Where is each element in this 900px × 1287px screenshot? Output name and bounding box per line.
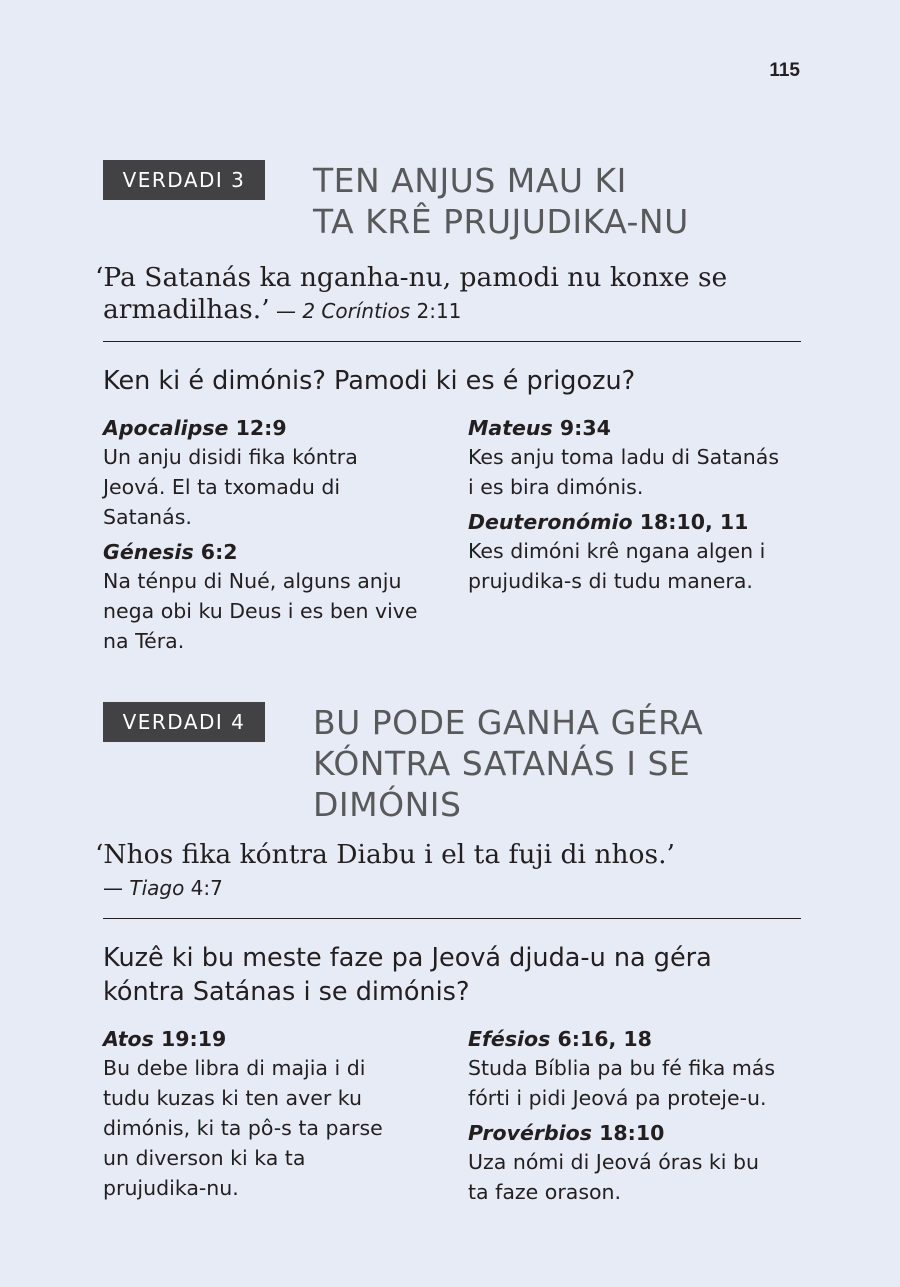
verse-entry — [103, 414, 468, 532]
verse-summary: Na ténpu di Nué, alguns anju nega obi ku Deus i es ben vive na Téra. — [103, 569, 418, 653]
quote-chapter-verse: 4:7 — [184, 876, 223, 900]
verse-entry — [468, 1119, 801, 1207]
verse-summary: Un anju disidi fika kóntra Jeová. El ta txomadu di Satanás. — [103, 445, 358, 529]
verse-reference: Mateus 9:34 — [468, 416, 611, 440]
truth-badge: VERDADI 4 — [103, 702, 265, 742]
quote-book: 2 Coríntios — [302, 299, 411, 323]
truth-section-3 — [95, 160, 801, 662]
key-scripture-quote — [95, 839, 801, 904]
divider-rule — [103, 918, 801, 919]
quote-text-line2: armadilhas.’ — [103, 294, 270, 325]
verse-column-right — [468, 1025, 801, 1213]
truth-badge: VERDADI 3 — [103, 160, 265, 200]
verse-entry — [468, 1025, 801, 1113]
quote-book: Tiago — [129, 876, 185, 900]
verse-columns — [103, 414, 801, 662]
verse-reference: Deuteronómio 18:10, 11 — [468, 510, 749, 534]
section-title: BU PODE GANHA GÉRA KÓNTRA SATANÁS I SE DIMÓNIS — [313, 703, 704, 824]
verse-entry — [468, 508, 801, 596]
verse-column-left — [103, 1025, 468, 1213]
section-header — [103, 160, 801, 242]
verse-reference: Apocalipse 12:9 — [103, 416, 287, 440]
quote-reference: — Tiago 4:7 — [103, 876, 223, 900]
verse-reference: Atos 19:19 — [103, 1027, 227, 1051]
verse-reference: Génesis 6:2 — [103, 540, 238, 564]
verse-entry — [468, 414, 801, 502]
study-question: Kuzê ki bu meste faze pa Jeová djuda-u na géra kóntra Satánas i se dimónis? — [103, 943, 712, 1007]
quote-chapter-verse: 2:11 — [410, 299, 462, 323]
verse-summary: Studa Bíblia pa bu fé fika más fórti i pidi Jeová pa proteje-u. — [468, 1056, 776, 1110]
verse-entry — [103, 538, 468, 656]
verse-summary: Uza nómi di Jeová óras ki bu ta faze orason. — [468, 1150, 760, 1204]
verse-summary: Bu debe libra di majia i di tudu kuzas ki ten aver ku dimónis, ki ta pô-s ta parse un diverson ki ka ta prujudika-nu. — [103, 1056, 383, 1200]
truth-section-4 — [95, 702, 801, 1213]
key-scripture-quote — [95, 262, 801, 327]
verse-reference: Provérbios 18:10 — [468, 1121, 665, 1145]
verse-columns — [103, 1025, 801, 1213]
verse-summary: Kes dimóni krê ngana algen i prujudika-s di tudu manera. — [468, 539, 766, 593]
divider-rule — [103, 341, 801, 342]
verse-column-right — [468, 414, 801, 662]
verse-entry — [103, 1025, 468, 1203]
quote-text-line1: ‘Nhos fika kóntra Diabu i el ta fuji di nhos.’ — [95, 839, 675, 870]
study-question: Ken ki é dimónis? Pamodi ki es é prigozu? — [103, 366, 636, 396]
quote-reference: — 2 Coríntios 2:11 — [269, 299, 462, 323]
section-title: TEN ANJUS MAU KI TA KRÊ PRUJUDIKA-NU — [313, 161, 689, 241]
quote-text-line1: ‘Pa Satanás ka nganha-nu, pamodi nu konxe se — [95, 262, 728, 293]
section-header — [103, 702, 801, 825]
verse-column-left — [103, 414, 468, 662]
verse-summary: Kes anju toma ladu di Satanás i es bira dimónis. — [468, 445, 780, 499]
page-number: 115 — [769, 60, 800, 81]
verse-reference: Efésios 6:16, 18 — [468, 1027, 652, 1051]
